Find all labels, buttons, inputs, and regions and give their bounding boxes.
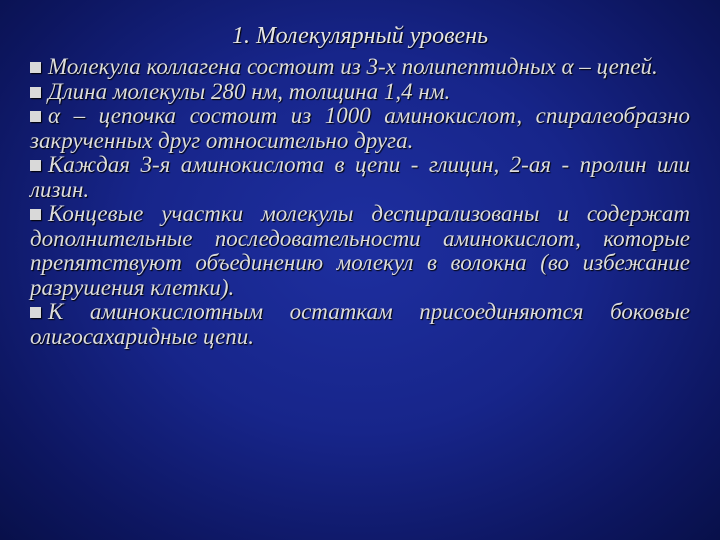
bullet-text: Концевые участки молекулы деспирализованы и содержат дополнительные последовательности аминокислот, которые препятствуют объединению молекул в волокна (во избежание разрушения клетки).: [30, 201, 690, 300]
square-bullet-icon: [30, 62, 41, 73]
bullet-item: [30, 104, 690, 153]
bullet-text: Длина молекулы 280 нм, толщина 1,4 нм.: [48, 78, 451, 104]
square-bullet-icon: [30, 209, 41, 220]
bullet-text: α – цепочка состоит из 1000 аминокислот, спиралеобразно закрученных друг относительно друга.: [30, 103, 690, 153]
bullet-item: [30, 300, 690, 349]
bullet-text: Молекула коллагена состоит из 3-х полипептидных α – цепей.: [48, 54, 658, 79]
square-bullet-icon: [30, 111, 41, 122]
bullet-text: К аминокислотным остаткам присоединяются боковые олигосахаридные цепи.: [30, 299, 690, 349]
square-bullet-icon: [30, 307, 41, 318]
bullet-item: [30, 55, 690, 80]
bullet-item: [30, 153, 690, 202]
square-bullet-icon: [30, 160, 41, 171]
square-bullet-icon: [30, 87, 41, 98]
bullet-item: [30, 80, 690, 105]
bullet-list: [30, 55, 690, 349]
bullet-item: [30, 202, 690, 300]
slide-title: 1. Молекулярный уровень: [231, 23, 489, 49]
bullet-text: Каждая 3-я аминокислота в цепи - глицин, 2-ая - пролин или лизин.: [30, 152, 690, 202]
